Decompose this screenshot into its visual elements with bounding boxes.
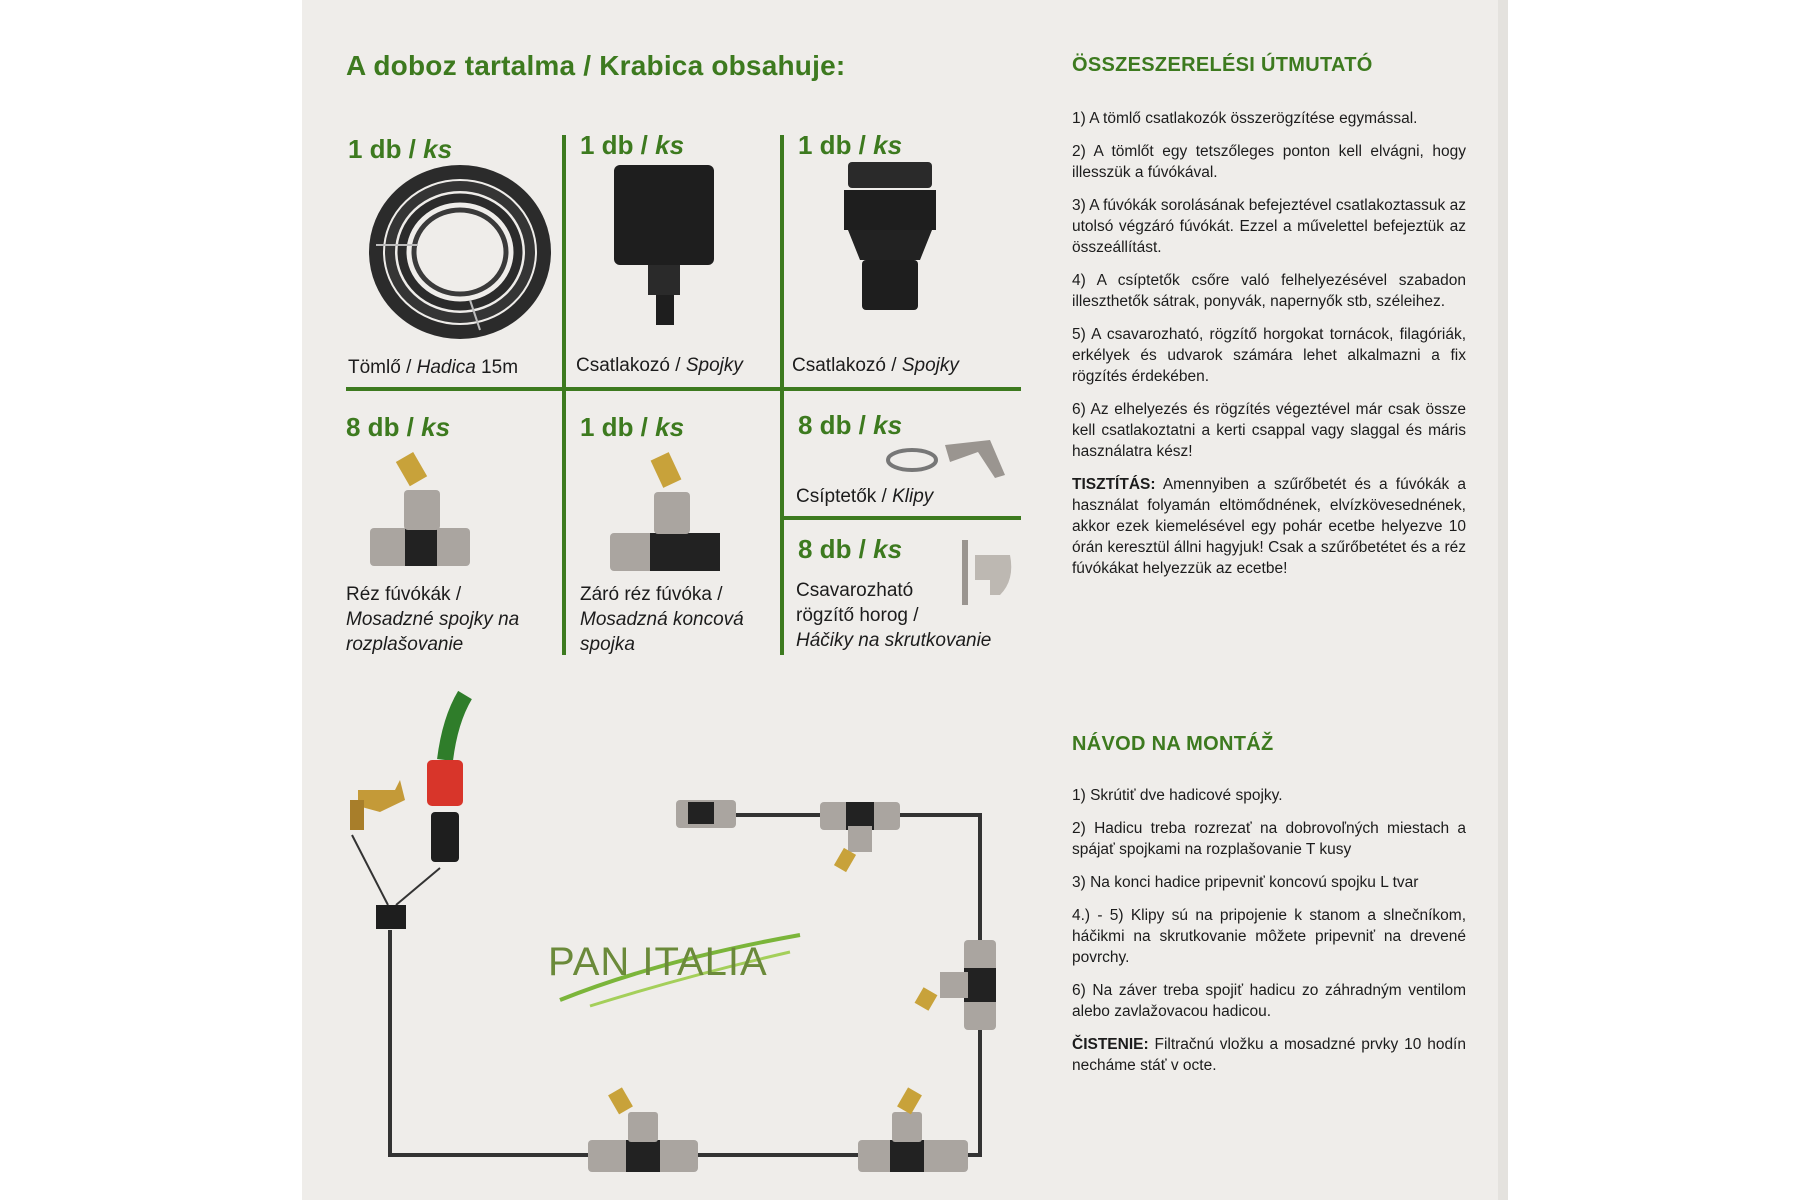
item-caption: Csatlakozó / Spojky	[576, 355, 743, 376]
item-qty: 8 db / ks	[798, 534, 903, 564]
sk-step: 2) Hadicu treba rozrezať na dobrovoľných miestach a spájať spojkami na rozplašovanie T kusy	[1072, 820, 1466, 858]
item-qty: 8 db / ks	[346, 412, 451, 442]
hu-step: 1) A tömlő csatlakozók összerögzítése egymással.	[1072, 110, 1418, 127]
box-contents-title: A doboz tartalma / Krabica obsahuje:	[346, 50, 846, 81]
hu-step: 3) A fúvókák sorolásának befejeztével csatlakoztassuk az utolsó végzáró fúvókát. Ezzel a művelettel befejeztük az összeállítást.	[1072, 197, 1466, 256]
item-caption: Csíptetők / Klipy	[796, 486, 934, 507]
hose-coil-icon	[376, 172, 544, 332]
clip-icon	[888, 440, 1005, 478]
hu-instructions	[1072, 108, 1466, 591]
item-caption: Réz fúvókák / Mosadzné spojky na rozplašovanie	[346, 584, 520, 655]
hu-step: 2) A tömlőt egy tetszőleges ponton kell elvágni, hogy illesszük a fúvókával.	[1072, 143, 1466, 181]
sk-instructions-title: NÁVOD NA MONTÁŽ	[1072, 733, 1274, 755]
item-qty: 1 db / ks	[580, 130, 685, 160]
hu-step: 5) A csavarozható, rögzítő horgokat tornácok, filagóriák, erkélyek és udvarok számára lehet alkalmazni a fix rögzítés érdekében.	[1072, 326, 1466, 385]
item-qty: 1 db / ks	[798, 130, 903, 160]
item-qty: 8 db / ks	[798, 410, 903, 440]
panitalia-logo: PAN ITALIA	[548, 940, 768, 984]
hu-instructions-title: ÖSSZESZERELÉSI ÚTMUTATÓ	[1072, 54, 1373, 76]
sk-step: 4.) - 5) Klipy sú na pripojenie k stanom a slnečníkom, háčikmi na skrutkovanie môžete pripevniť na drevené povrchy.	[1072, 907, 1466, 966]
hu-step: 6) Az elhelyezés és rögzítés végeztével már csak össze kell csatlakoztatni a kerti csappal vagy slaggal és máris használatra kész!	[1072, 401, 1466, 460]
assembly-diagram	[350, 695, 996, 1172]
hu-step: 4) A csíptetők csőre való felhelyezésével szabadon illeszthetők sátrak, ponyvák, napernyők stb, széleihez.	[1072, 272, 1466, 310]
tap-connector-icon	[614, 165, 714, 325]
brass-nozzle-t-icon	[370, 452, 470, 566]
sk-instructions	[1072, 785, 1466, 1088]
screw-hook-icon	[962, 540, 1011, 605]
item-qty: 1 db / ks	[348, 134, 453, 164]
item-caption: Tömlő / Hadica 15m	[348, 357, 519, 378]
item-caption: Záró réz fúvóka / Mosadzná koncová spojka	[580, 584, 744, 655]
quick-connector-icon	[844, 162, 936, 310]
sk-step: 1) Skrútiť dve hadicové spojky.	[1072, 787, 1283, 804]
sk-step: 6) Na záver treba spojiť hadicu zo záhradným ventilom alebo zavlažovacou hadicou.	[1072, 982, 1466, 1020]
sk-cleaning: ČISTENIE: Filtračnú vložku a mosadzné prvky 10 hodín necháme stáť v octe.	[1072, 1036, 1466, 1074]
item-qty: 1 db / ks	[580, 412, 685, 442]
item-caption: Csavarozható rögzítő horog / Háčiky na skrutkovanie	[796, 580, 992, 651]
brass-end-nozzle-icon	[610, 452, 720, 571]
hu-cleaning: TISZTÍTÁS: Amennyiben a szűrőbetét és a fúvókák a használat folyamán eltömődnének, elvízkövesednének, akkor ezek kiemelésével egy pohár ecetbe helyezve 10 órán keresztül állni hagyjuk! Csak a szűrőbetétet és a réz fúvókákat helyezzük az ecetbe!	[1072, 476, 1466, 577]
sk-step: 3) Na konci hadice pripevniť koncovú spojku L tvar	[1072, 874, 1419, 891]
item-caption: Csatlakozó / Spojky	[792, 355, 959, 376]
